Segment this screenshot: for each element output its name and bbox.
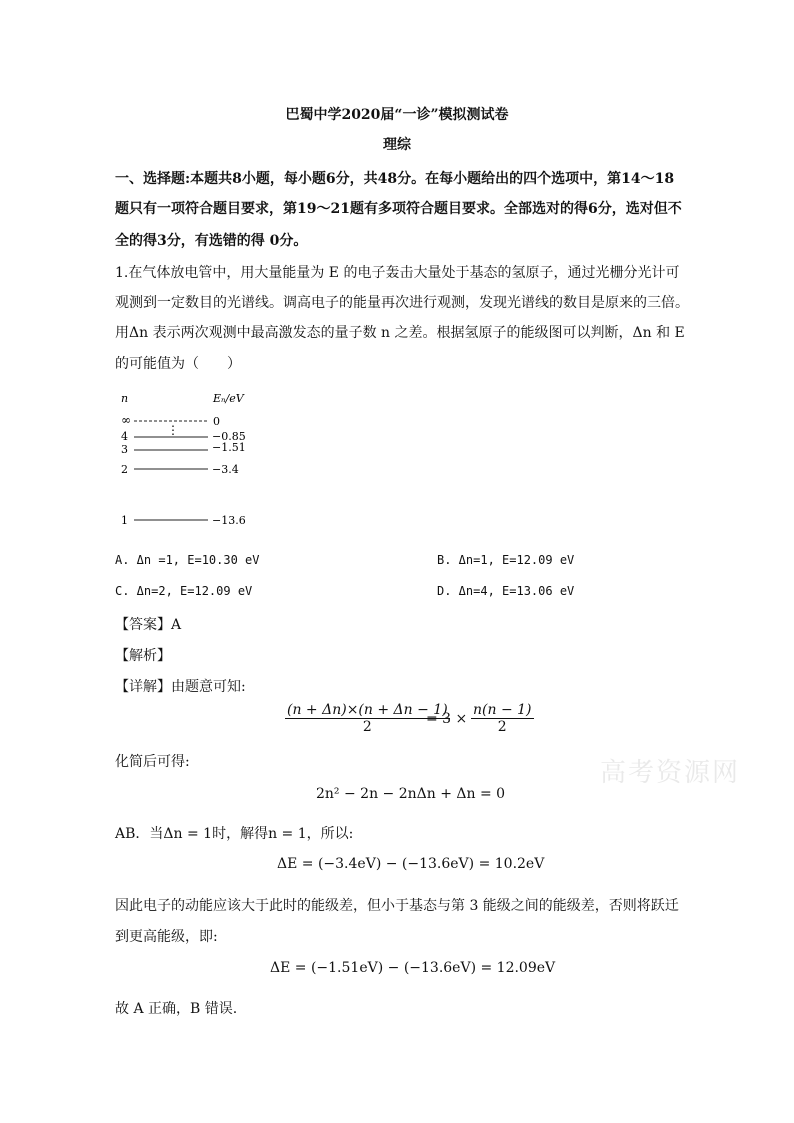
watermark: 高考资源网 — [600, 758, 741, 788]
explanation-line-1: 因此电子的动能应该大于此时的能级差，但小于基态与第 3 能级之间的能级差，否则将跃迁 — [115, 898, 679, 914]
question-line-2: 观测到一定数目的光谱线。调高电子的能量再次进行观测，发现光谱线的数目是原来的三倍。 — [115, 295, 689, 311]
level-energy-3: −1.51 — [212, 441, 246, 454]
page-title: 巴蜀中学2020届“一诊”模拟测试卷 — [285, 107, 509, 123]
energy-level-diagram — [115, 388, 275, 533]
level-label-inf: ∞ — [121, 413, 131, 427]
section-instructions-line-3: 全的得3分，有选错的得 0分。 — [115, 233, 308, 249]
equation-3: ΔE = (−3.4eV) − (−13.6eV) = 10.2eV — [277, 856, 545, 872]
equation-1-left-fraction — [285, 702, 450, 735]
answer-label: 【答案】A — [115, 617, 182, 633]
conclusion-line: 故 A 正确，B 错误. — [115, 1001, 238, 1017]
level-energy-4: −0.85 — [212, 430, 246, 443]
level-energy-inf: 0 — [213, 415, 220, 428]
level-label-3: 3 — [121, 443, 128, 456]
option-a: A. Δn =1, E=10.30 eV — [115, 553, 260, 567]
ab-case-line: AB．当Δn = 1时，解得n = 1，所以: — [115, 826, 354, 842]
question-line-3: 用Δn 表示两次观测中最高激发态的量子数 n 之差。根据氢原子的能级图可以判断，Δn 和 E — [115, 325, 685, 341]
equation-2: 2n² − 2n − 2nΔn + Δn = 0 — [316, 786, 506, 802]
section-instructions-line-1: 一、选择题:本题共8小题，每小题6分，共48分。在每小题给出的四个选项中，第14～18 — [115, 171, 675, 187]
level-energy-2: −3.4 — [212, 463, 239, 476]
simplify-label: 化简后可得: — [115, 754, 190, 770]
diagram-header-energy: Eₙ/eV — [213, 392, 244, 405]
option-d: D. Δn=4, E=13.06 eV — [437, 584, 575, 598]
dots: ⋮ — [167, 423, 179, 437]
equation-1-right-denominator: 2 — [497, 719, 507, 735]
level-label-2: 2 — [121, 463, 128, 476]
detail-label: 【详解】由题意可知: — [115, 679, 246, 695]
equation-1-right-numerator: n(n − 1) — [473, 702, 532, 718]
analysis-label: 【解析】 — [115, 648, 171, 664]
question-line-1: 1.在气体放电管中，用大量能量为 E 的电子轰击大量处于基态的氢原子，通过光栅分光计可 — [115, 265, 680, 281]
level-energy-1: −13.6 — [212, 514, 246, 527]
equation-1-right-fraction — [471, 702, 534, 735]
level-label-1: 1 — [121, 514, 128, 527]
explanation-line-2: 到更高能级，即: — [115, 929, 218, 945]
option-c: C. Δn=2, E=12.09 eV — [115, 584, 253, 598]
level-label-4: 4 — [121, 430, 128, 443]
section-instructions-line-2: 题只有一项符合题目要求，第19～21题有多项符合题目要求。全部选对的得6分，选对但不 — [115, 201, 682, 217]
equation-4: ΔE = (−1.51eV) − (−13.6eV) = 12.09eV — [270, 960, 556, 976]
equation-1-left-denominator: 2 — [362, 719, 372, 735]
equation-1-middle: = 3 × — [426, 711, 468, 727]
equation-1-left-numerator: (n + Δn)×(n + Δn − 1) — [287, 702, 448, 718]
diagram-header-n: n — [121, 392, 129, 405]
option-b: B. Δn=1, E=12.09 eV — [437, 553, 575, 567]
page-subtitle: 理综 — [383, 137, 411, 153]
question-line-4: 的可能值为（ ） — [115, 356, 241, 372]
